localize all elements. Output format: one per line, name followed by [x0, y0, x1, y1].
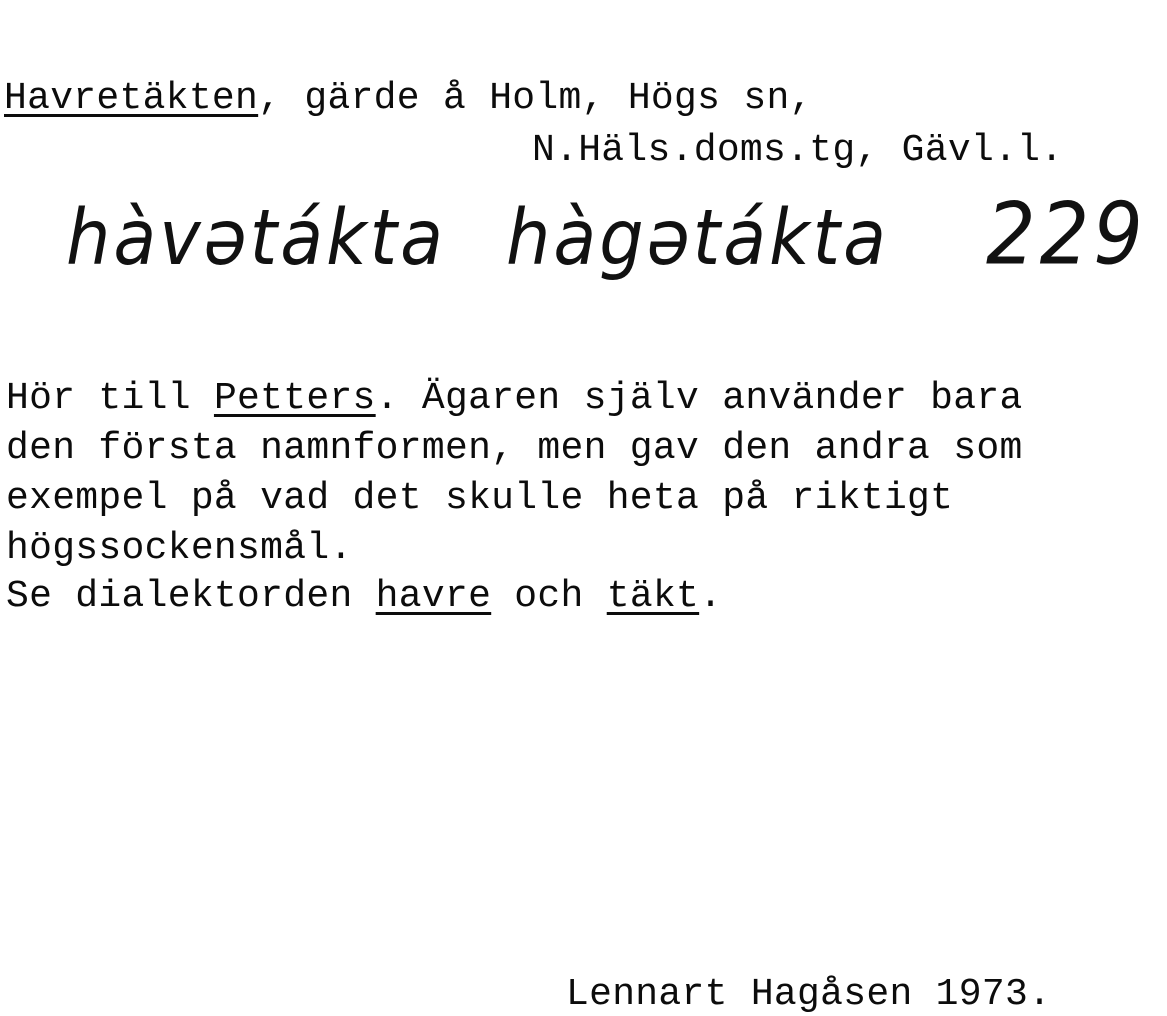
body-line-1-prefix: Hör till: [6, 377, 214, 420]
record-number: 229: [986, 185, 1147, 285]
body-line-2: den första namnformen, men gav den andra som: [6, 427, 1023, 470]
body-line-1: [6, 377, 1023, 420]
place-name: Havretäkten: [4, 77, 259, 120]
district-line: N.Häls.doms.tg, Gävl.l.: [532, 129, 1064, 172]
body-line-3: exempel på vad det skulle heta på riktigt: [6, 477, 954, 520]
body-line-1-suffix: . Ägaren själv använder bara: [375, 377, 1023, 420]
pronunciation-form-2: hàgətákta: [506, 192, 889, 283]
body-line-4: högssockensmål.: [6, 527, 353, 570]
signature: Lennart Hagåsen 1973.: [566, 973, 1052, 1016]
body-line-5: [6, 575, 723, 618]
reference-link-petters: Petters: [213, 377, 376, 420]
body-line-5-suffix: .: [699, 575, 723, 618]
pronunciation-form-1: hàvətákta: [66, 192, 446, 283]
place-description: , gärde å Holm, Högs sn,: [258, 77, 813, 120]
body-line-5-middle: och: [491, 575, 607, 618]
body-line-5-prefix: Se dialektorden: [6, 575, 376, 618]
heading-line: [4, 77, 813, 120]
dialect-word-takt: täkt: [606, 575, 700, 618]
dialect-word-havre: havre: [375, 575, 492, 618]
